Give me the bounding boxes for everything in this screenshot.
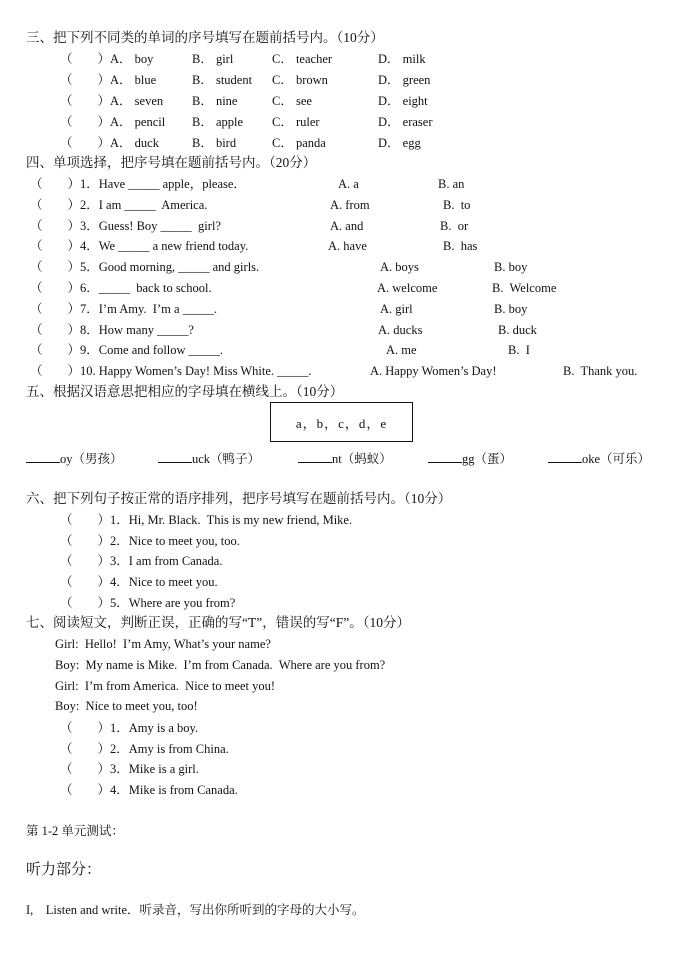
option-c: C． see bbox=[272, 94, 312, 108]
listening-task: I, Listen and write．听录音，写出你所听到的字母的大小写。 bbox=[26, 903, 365, 917]
question-text: （ ）1．Have _____ apple，please． bbox=[30, 177, 246, 191]
option-d: D． eraser bbox=[378, 115, 433, 129]
option-b: B. or bbox=[440, 218, 469, 233]
dialogue-line: Girl: I’m from America. Nice to meet you! bbox=[55, 678, 276, 693]
question-text: （ ）8．How many _____? bbox=[30, 322, 194, 337]
option-a: A. from bbox=[330, 197, 370, 212]
option-a: A. me bbox=[386, 343, 417, 358]
fill-in-word bbox=[298, 449, 392, 468]
answer-paren: （ ） bbox=[60, 73, 111, 87]
option-b: B. boy bbox=[494, 301, 528, 316]
section3-title: 三、把下列不同类的单词的序号填写在题前括号内。（10分） bbox=[26, 30, 384, 45]
option-a: A. ducks bbox=[378, 322, 423, 337]
option-a: A． boy bbox=[110, 52, 154, 66]
fill-in-word bbox=[26, 449, 123, 468]
answer-blank[interactable] bbox=[428, 449, 462, 463]
true-false-item: （ ）2．Amy is from China. bbox=[60, 741, 229, 756]
option-b: B. has bbox=[443, 239, 478, 254]
option-b: B. Thank you. bbox=[563, 364, 638, 379]
option-a: A． duck bbox=[110, 136, 159, 150]
option-a: A. girl bbox=[380, 301, 413, 316]
answer-blank[interactable] bbox=[298, 449, 332, 463]
question-text: （ ）6．_____ back to school. bbox=[30, 281, 212, 295]
question-text: （ ）10. Happy Women’s Day! Miss White. _____. bbox=[30, 364, 312, 379]
option-c: C． teacher bbox=[272, 52, 333, 66]
option-a: A. Happy Women’s Day! bbox=[370, 364, 497, 379]
ordering-item: （ ）2．Nice to meet you, too. bbox=[60, 533, 240, 548]
section4-title: 四、单项选择，把序号填在题前括号内。（20分） bbox=[26, 155, 317, 170]
answer-blank[interactable] bbox=[158, 449, 192, 463]
letter-options: a，b，c，d，e bbox=[295, 415, 388, 431]
option-a: A. a bbox=[338, 177, 359, 191]
option-d: D． eight bbox=[378, 94, 428, 108]
dialogue-line: Boy: Nice to meet you, too! bbox=[55, 699, 198, 714]
word-suffix: gg（蛋） bbox=[462, 452, 513, 466]
answer-blank[interactable] bbox=[26, 449, 60, 463]
true-false-item: （ ）1．Amy is a boy. bbox=[60, 721, 199, 735]
option-c: C． brown bbox=[272, 73, 328, 87]
ordering-item: （ ）4．Nice to meet you. bbox=[60, 575, 218, 590]
question-text: （ ）7．I’m Amy. I’m a _____. bbox=[30, 301, 218, 316]
answer-blank[interactable] bbox=[548, 449, 582, 463]
word-suffix: nt（蚂蚁） bbox=[332, 452, 392, 466]
option-b: B. I bbox=[508, 343, 530, 358]
ordering-item: （ ）5．Where are you from? bbox=[60, 595, 236, 610]
option-a: A. boys bbox=[380, 260, 419, 275]
listening-heading: 听力部分： bbox=[26, 862, 102, 878]
option-c: C． panda bbox=[272, 136, 326, 150]
option-b: B. to bbox=[443, 197, 471, 212]
option-b: B． bird bbox=[192, 136, 237, 150]
question-text: （ ）5．Good morning, _____ and girls. bbox=[30, 260, 260, 275]
answer-paren: （ ） bbox=[60, 136, 111, 150]
option-b: B． nine bbox=[192, 94, 238, 108]
true-false-item: （ ）4．Mike is from Canada. bbox=[60, 783, 238, 798]
question-text: （ ）2．I am _____ America. bbox=[30, 197, 208, 212]
dialogue-line: Boy: My name is Mike. I’m from Canada. Where are you from? bbox=[55, 657, 386, 672]
ordering-item: （ ）1．Hi, Mr. Black. This is my new friend, Mike. bbox=[60, 513, 353, 527]
answer-paren: （ ） bbox=[60, 94, 111, 108]
section7-title: 七、阅读短文，判断正误，正确的写“T”，错误的写“F”。（10分） bbox=[26, 615, 410, 630]
letter-options-box bbox=[270, 402, 413, 442]
option-c: C． ruler bbox=[272, 115, 320, 129]
option-a: A. welcome bbox=[377, 281, 438, 295]
unit-test-heading: 第 1-2 单元测试： bbox=[26, 824, 124, 838]
section6-title: 六、把下列句子按正常的语序排列，把序号填写在题前括号内。（10分） bbox=[26, 491, 452, 506]
section5-title: 五、根据汉语意思把相应的字母填在横线上。（10分） bbox=[26, 384, 344, 399]
option-b: B. Welcome bbox=[492, 281, 557, 295]
option-d: D． milk bbox=[378, 52, 426, 66]
option-b: B． girl bbox=[192, 52, 234, 66]
question-text: （ ）4．We _____ a new friend today. bbox=[30, 239, 249, 254]
option-b: B. an bbox=[438, 177, 465, 191]
option-a: A． seven bbox=[110, 94, 164, 108]
fill-in-word bbox=[428, 449, 512, 468]
word-suffix: oke（可乐） bbox=[582, 452, 651, 466]
answer-paren: （ ） bbox=[60, 115, 111, 129]
option-a: A. have bbox=[328, 239, 367, 254]
option-b: B． student bbox=[192, 73, 253, 87]
word-suffix: oy（男孩） bbox=[60, 452, 123, 466]
fill-in-word bbox=[548, 449, 650, 468]
option-d: D． green bbox=[378, 73, 431, 87]
option-a: A． pencil bbox=[110, 115, 166, 129]
option-a: A. and bbox=[330, 218, 364, 233]
true-false-item: （ ）3．Mike is a girl. bbox=[60, 762, 199, 777]
dialogue-line: Girl: Hello! I’m Amy, What’s your name? bbox=[55, 637, 271, 651]
ordering-item: （ ）3．I am from Canada. bbox=[60, 554, 223, 569]
question-text: （ ）9．Come and follow _____. bbox=[30, 343, 224, 358]
option-b: B． apple bbox=[192, 115, 244, 129]
option-a: A． blue bbox=[110, 73, 157, 87]
question-text: （ ）3．Guess! Boy _____ girl? bbox=[30, 218, 221, 233]
answer-paren: （ ） bbox=[60, 52, 111, 66]
option-b: B. duck bbox=[498, 322, 537, 337]
option-b: B. boy bbox=[494, 260, 528, 275]
word-suffix: uck（鸭子） bbox=[192, 452, 261, 466]
option-d: D． egg bbox=[378, 136, 421, 150]
fill-in-word bbox=[158, 449, 260, 468]
